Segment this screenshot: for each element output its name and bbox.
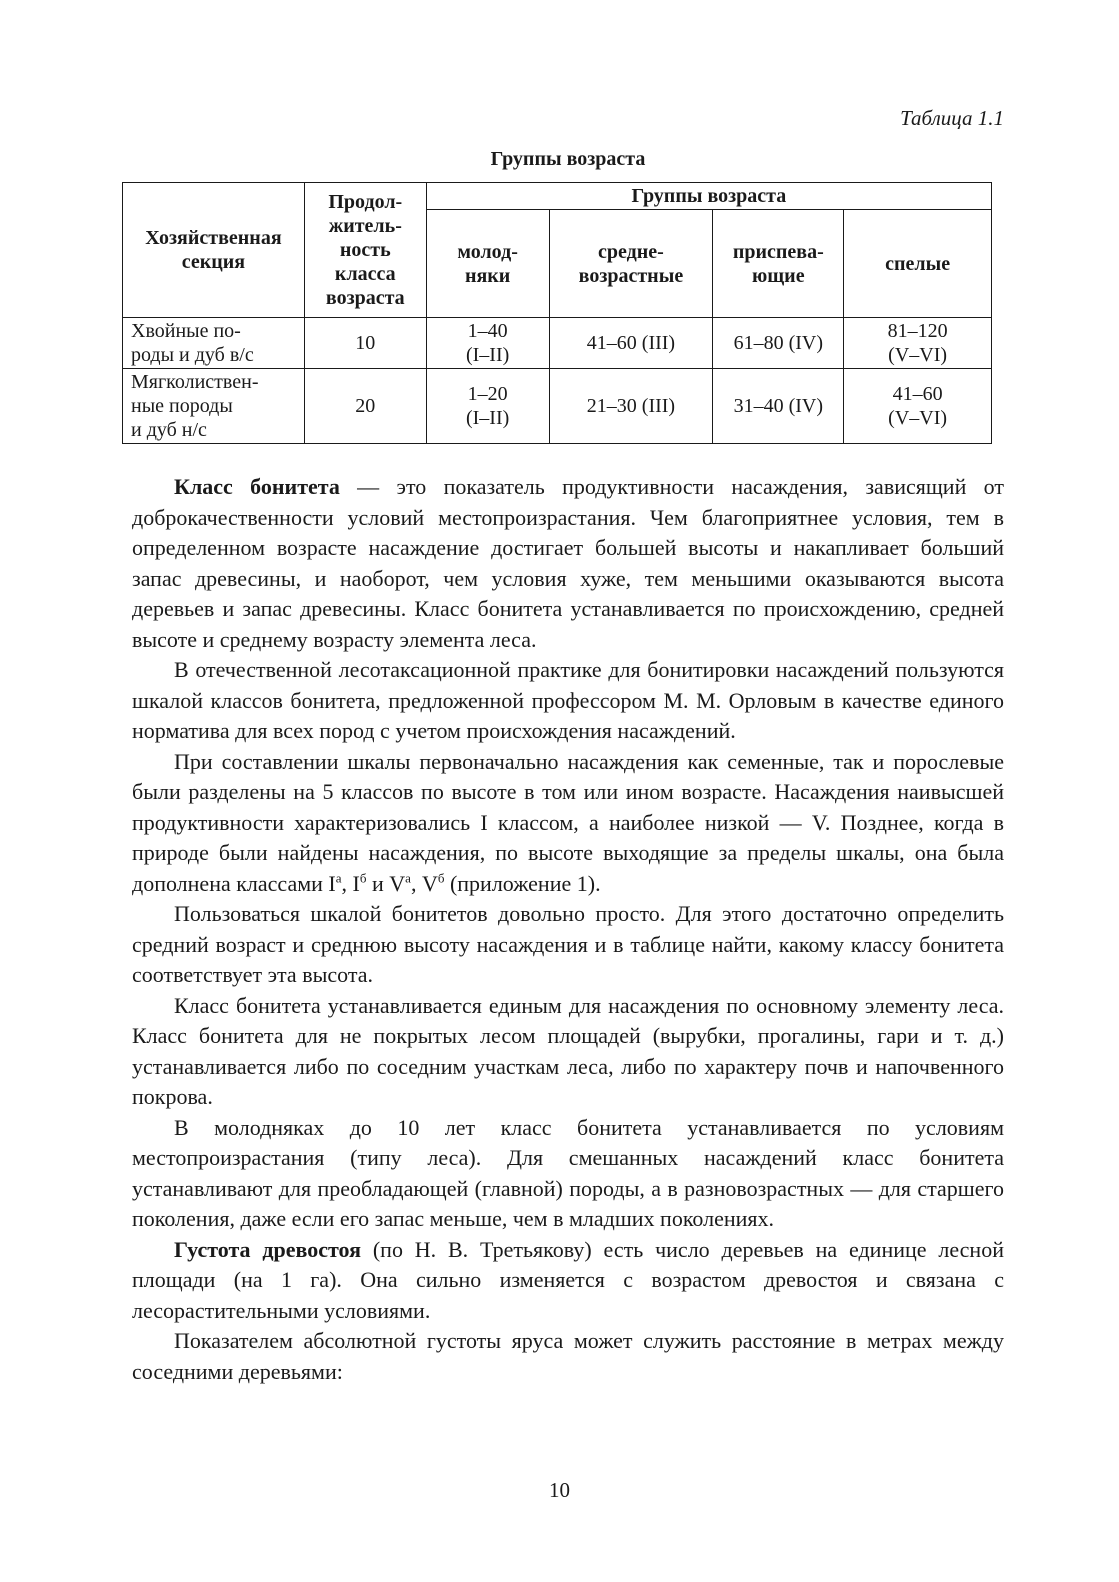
cell-mature: 81–120 (V–VI) [844, 318, 992, 369]
header-duration: Продол- житель- ность класса возраста [304, 183, 426, 318]
header-young: молод- няки [426, 210, 549, 318]
cell-young: 1–40 (I–II) [426, 318, 549, 369]
cell-mature: 41–60 (V–VI) [844, 369, 992, 444]
cell-middle-aged: 21–30 (III) [549, 369, 713, 444]
paragraph-text: (по Н. В. Третьякову) есть число деревьев на единице лесной площади (на 1 га). Она сильно изменяется с возрастом древостоя и связана с лесорастительными условиями. [132, 1236, 1004, 1323]
cell-ripening: 61–80 (IV) [713, 318, 844, 369]
superscript: б [359, 870, 367, 886]
body-text [132, 472, 1004, 1387]
superscript: б [437, 870, 445, 886]
paragraph-stand-density [132, 1235, 1004, 1327]
cell-duration: 20 [304, 369, 426, 444]
cell-ripening: 31–40 (IV) [713, 369, 844, 444]
age-groups-table [122, 182, 992, 444]
table-number: Таблица 1.1 [900, 106, 1004, 130]
paragraph-text: — это показатель продуктивности насаждения, зависящий от доброкачественности условий местопроизрастания. Чем благоприятнее условия, тем в определенном возрасте насаждение достигает большей высоты и накапливает больший запас древесины, и наоборот, чем условия хуже, тем меньшими оказываются высота деревьев и запас древесины. Класс бонитета устанавливается по происхождению, средней высоте и среднему возрасту элемента леса. [132, 474, 1004, 652]
header-mature: спелые [844, 210, 992, 318]
term-site-class: Класс бонитета [174, 474, 340, 499]
paragraph-young-stands: В молодняках до 10 лет класс бонитета устанавливается по условиям местопроизрастания (типу леса). Для смешанных насаждений класс бонитета устанавливают для преобладающей (главной) породы, а в разновозрастных — для старшего поколения, даже если его запас меньше, чем в младших поколениях. [132, 1114, 1004, 1231]
cell-young: 1–20 (I–II) [426, 369, 549, 444]
header-middle-aged: средне- возрастные [549, 210, 713, 318]
paragraph-scale-usage: Пользоваться шкалой бонитетов довольно просто. Для этого достаточно определить средний возраст и среднюю высоту насаждения и в таблице найти, какому классу бонитета соответствует эта высота. [132, 901, 1004, 987]
paragraph-main-element: Класс бонитета устанавливается единым для насаждения по основному элементу леса. Класс бонитета для не покрытых лесом площадей (вырубки, прогалины, гари и т. д.) устанавливается либо по соседним участкам леса, либо по характеру почв и напочвенного покрова. [132, 992, 1004, 1109]
table-caption: Группы возраста [490, 148, 646, 170]
table-header-row [123, 183, 992, 210]
header-section: Хозяйственная секция [123, 183, 305, 318]
paragraph-scale-classes: При составлении шкалы первоначально насаждения как семенные, так и порослевые были разделены на 5 классов по высоте в том или ином возрасте. Насаждения наивысшей продуктивности характеризовались I классом, а наиболее низкой — V. Позднее, когда в природе были найдены насаждения, по высоте выходящие за пределы шкалы, она была дополнена классами $I^а$, $I^б$ и $V^а$, $V^б$ (приложение 1). [132, 748, 1004, 896]
paragraph-orlov-scale: В отечественной лесотаксационной практике для бонитировки насаждений пользуются шкалой классов бонитета, предложенной профессором М. М. Орловым в качестве единого норматива для всех пород с учетом происхождения насаждений. [132, 657, 1004, 743]
superscript: а [405, 870, 411, 886]
header-ripening: приспева- ющие [713, 210, 844, 318]
superscript: а [335, 870, 342, 886]
cell-section: Мягколиствен- ные породы и дуб н/с [123, 369, 305, 444]
table-row [123, 318, 992, 369]
document-page [132, 104, 1004, 1387]
header-groups: Группы возраста [426, 183, 991, 210]
table-row [123, 369, 992, 444]
cell-middle-aged: 41–60 (III) [549, 318, 713, 369]
term-stand-density: Густота древостоя [174, 1236, 362, 1262]
cell-section: Хвойные по- роды и дуб в/с [123, 318, 305, 369]
paragraph-site-class [132, 472, 1004, 655]
page-number: 10 [549, 1478, 570, 1502]
cell-duration: 10 [304, 318, 426, 369]
paragraph-tree-spacing: Показателем абсолютной густоты яруса может служить расстояние в метрах между соседними деревьями: [132, 1328, 1004, 1384]
